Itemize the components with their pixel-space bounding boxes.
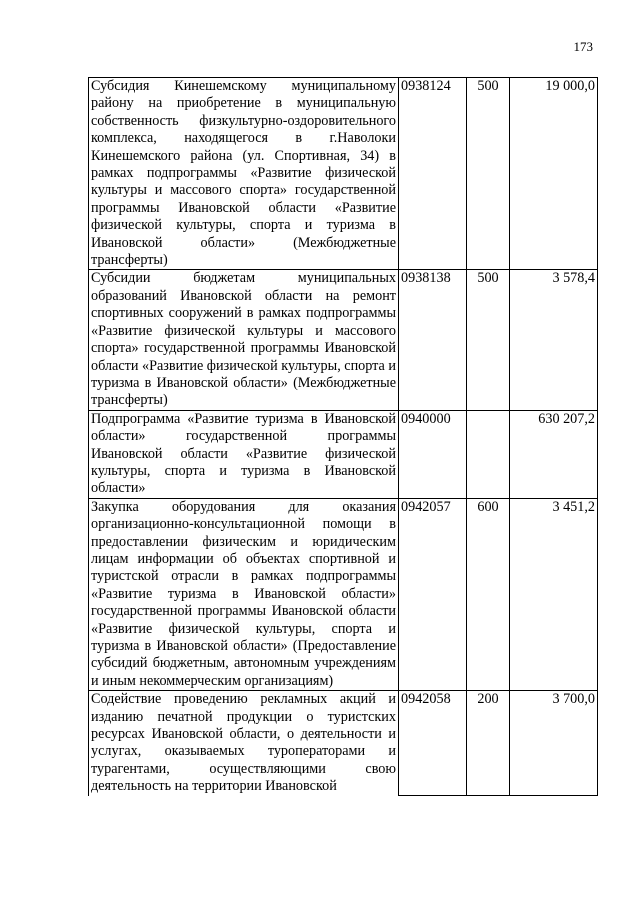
row-description: Подпрограмма «Развитие туризма в Ивановской области» государственной программы Ивановской области «Развитие физической культуры, спорта и туризма в Ивановской области» — [89, 410, 399, 498]
table-row — [89, 691, 598, 796]
row-amount: 3 451,2 — [510, 498, 598, 690]
row-target-code: 0942058 — [399, 691, 467, 796]
row-description: Субсидии бюджетам муниципальных образований Ивановской области на ремонт спортивных сооружений в рамках подпрограммы «Развитие физической культуры и массового спорта» государственной программы Ивановской области «Развитие физической культуры, спорта и туризма в Ивановской области» (Межбюджетные трансферты) — [89, 270, 399, 410]
row-target-code: 0940000 — [399, 410, 467, 498]
row-expense-type: 500 — [467, 78, 510, 270]
row-amount: 3 578,4 — [510, 270, 598, 410]
row-expense-type: 600 — [467, 498, 510, 690]
row-target-code: 0938138 — [399, 270, 467, 410]
row-description: Содействие проведению рекламных акций и изданию печатной продукции о туристских ресурсах Ивановской области, о деятельности и услугах, оказываемых туроператорами и турагентами, осуществляющими свою деятельность на территории Ивановской — [89, 691, 399, 796]
row-target-code: 0942057 — [399, 498, 467, 690]
row-description: Субсидия Кинешемскому муниципальному району на приобретение в муниципальную собственность физкультурно-оздоровительного комплекса, находящегося в г.Наволоки Кинешемского района (ул. Спортивная, 34) в рамках подпрограммы «Развитие физической культуры и массового спорта» государственной программы Ивановской области «Развитие физической культуры, спорта и туризма в Ивановской области» (Межбюджетные трансферты) — [89, 78, 399, 270]
table-row — [89, 410, 598, 498]
row-amount: 19 000,0 — [510, 78, 598, 270]
table-row — [89, 270, 598, 410]
table-row — [89, 498, 598, 690]
row-target-code: 0938124 — [399, 78, 467, 270]
budget-table — [88, 77, 598, 796]
table-row — [89, 78, 598, 270]
row-amount: 630 207,2 — [510, 410, 598, 498]
row-description: Закупка оборудования для оказания организационно-консультационной помощи в предоставлении физическим и юридическим лицам информации об объектах спортивной и туристской отрасли в рамках подпрограммы «Развитие туризма в Ивановской области» государственной программы Ивановской области «Развитие физической культуры, спорта и туризма в Ивановской области» (Предоставление субсидий бюджетным, автономным учреждениям и иным некоммерческим организациям) — [89, 498, 399, 690]
row-expense-type: 200 — [467, 691, 510, 796]
row-expense-type — [467, 410, 510, 498]
row-expense-type: 500 — [467, 270, 510, 410]
row-amount: 3 700,0 — [510, 691, 598, 796]
page-number: 173 — [573, 39, 593, 54]
